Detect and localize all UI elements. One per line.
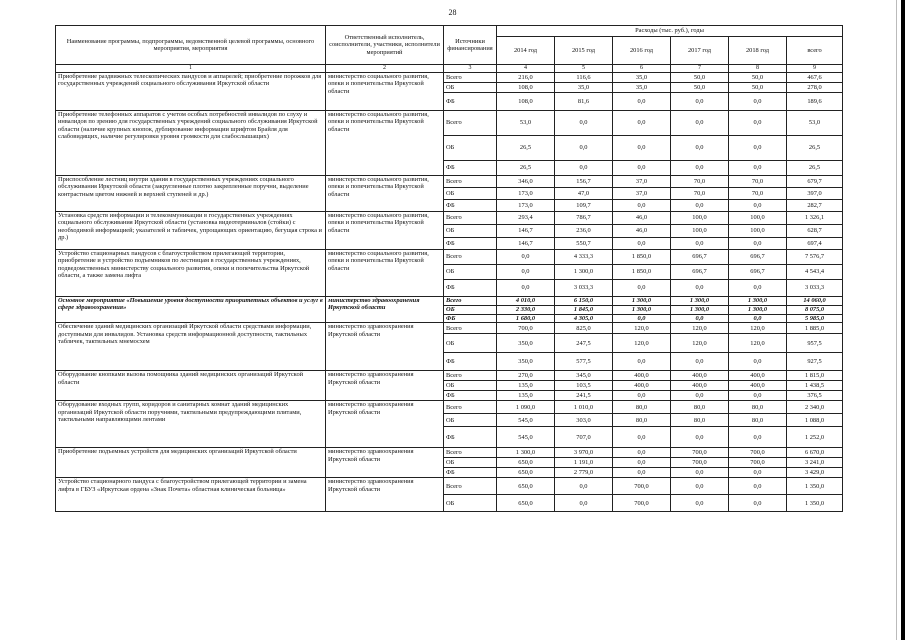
table-row	[56, 371, 843, 381]
expense-value: 81,6	[555, 93, 613, 111]
expense-value: 350,0	[497, 353, 555, 371]
expense-total: 282,7	[787, 200, 843, 212]
expense-value: 70,0	[729, 188, 787, 200]
expense-value: 0,0	[671, 238, 729, 250]
expense-total: 26,5	[787, 161, 843, 176]
table-row	[56, 176, 843, 188]
expense-value: 0,0	[729, 495, 787, 512]
expense-value: 0,0	[497, 265, 555, 280]
expense-value: 1 300,0	[671, 297, 729, 306]
activity-name: Обеспечение зданий медицинских организаций Иркутской области средствами информации, доступными для инвалидов. Установка средств информационной доступности, тактильных табличек, тактильных мнемосхем	[56, 323, 326, 371]
table-row	[56, 212, 843, 225]
expense-value: 0,0	[729, 111, 787, 136]
expense-total: 8 075,0	[787, 306, 843, 315]
expense-value: 0,0	[613, 238, 671, 250]
expense-value: 400,0	[729, 371, 787, 381]
funding-source: ФБ	[444, 391, 497, 401]
expense-value: 696,7	[671, 250, 729, 265]
table-row	[56, 323, 843, 334]
expense-value: 303,0	[555, 414, 613, 427]
expense-value: 345,0	[555, 371, 613, 381]
funding-source: Всего	[444, 401, 497, 414]
expense-value: 1 680,0	[497, 315, 555, 323]
expense-value: 120,0	[613, 323, 671, 334]
expense-value: 6 150,0	[555, 297, 613, 306]
activity-executor: министерство здравоохранения Иркутской области	[326, 371, 444, 401]
expense-total: 5 985,0	[787, 315, 843, 323]
column-index: 6	[613, 65, 671, 73]
expense-total: 957,5	[787, 334, 843, 353]
expense-value: 80,0	[729, 401, 787, 414]
expense-value: 70,0	[729, 176, 787, 188]
activity-name: Устройство стационарных пандусов с благоустройством прилегающей территории, приобретение и устройство подъемников по лестницам в государственных учреждениях, подведомственных министерству социального развития, опеки и попечительства Иркутской области, а также замена лифта	[56, 250, 326, 297]
expense-value: 0,0	[671, 495, 729, 512]
funding-source: ФБ	[444, 427, 497, 448]
activity-executor: министерство здравоохранения Иркутской области	[326, 297, 444, 323]
expense-total: 3 429,0	[787, 468, 843, 478]
expense-total: 3 241,0	[787, 458, 843, 468]
expense-value: 0,0	[555, 478, 613, 495]
expense-value: 0,0	[671, 468, 729, 478]
funding-source: ОБ	[444, 334, 497, 353]
expense-value: 650,0	[497, 478, 555, 495]
funding-source: ОБ	[444, 265, 497, 280]
expense-value: 1 300,0	[671, 306, 729, 315]
expense-total: 278,0	[787, 83, 843, 93]
expense-value: 0,0	[729, 200, 787, 212]
expense-value: 545,0	[497, 427, 555, 448]
expense-value: 120,0	[671, 323, 729, 334]
expense-value: 100,0	[729, 212, 787, 225]
column-index: 7	[671, 65, 729, 73]
funding-source: Всего	[444, 478, 497, 495]
expense-value: 700,0	[613, 495, 671, 512]
expense-value: 0,0	[613, 200, 671, 212]
expense-value: 0,0	[729, 238, 787, 250]
funding-source: Всего	[444, 323, 497, 334]
activity-name: Оборудование входных групп, коридоров и санитарных комнат зданий медицинских организаций Иркутской области поручнями, тактильными предупреждающими плитами, тактильными направляющими лентами	[56, 401, 326, 448]
expense-value: 50,0	[729, 83, 787, 93]
expense-value: 400,0	[729, 381, 787, 391]
expense-value: 80,0	[613, 401, 671, 414]
expense-total: 53,0	[787, 111, 843, 136]
expense-total: 1 088,0	[787, 414, 843, 427]
expense-value: 0,0	[671, 111, 729, 136]
expense-value: 50,0	[671, 83, 729, 93]
expense-value: 37,0	[613, 176, 671, 188]
expense-value: 0,0	[497, 250, 555, 265]
expense-value: 700,0	[497, 323, 555, 334]
activity-executor: министерство здравоохранения Иркутской области	[326, 323, 444, 371]
expense-value: 0,0	[729, 427, 787, 448]
expense-value: 545,0	[497, 414, 555, 427]
expense-value: 26,5	[497, 161, 555, 176]
activity-name: Приобретение раздвижных телескопических пандусов и аппарелей; приобретение порожков для государственных учреждений социального обслуживания Иркутской области	[56, 73, 326, 111]
column-index: 5	[555, 65, 613, 73]
expense-value: 35,0	[613, 73, 671, 83]
expense-value: 700,0	[729, 448, 787, 458]
expense-value: 0,0	[613, 136, 671, 161]
expense-value: 108,0	[497, 83, 555, 93]
activity-executor: министерство социального развития, опеки и попечительства Иркутской области	[326, 250, 444, 297]
expense-value: 0,0	[671, 315, 729, 323]
expense-total: 1 350,0	[787, 478, 843, 495]
expense-value: 0,0	[729, 315, 787, 323]
expense-value: 135,0	[497, 381, 555, 391]
expense-value: 50,0	[729, 73, 787, 83]
expense-value: 400,0	[671, 381, 729, 391]
funding-source: ОБ	[444, 414, 497, 427]
funding-source: ОБ	[444, 381, 497, 391]
expense-value: 236,0	[555, 225, 613, 238]
expense-value: 146,7	[497, 238, 555, 250]
expense-value: 0,0	[729, 391, 787, 401]
expense-total: 697,4	[787, 238, 843, 250]
funding-source: ОБ	[444, 495, 497, 512]
table-body	[56, 73, 843, 512]
funding-source: Всего	[444, 73, 497, 83]
expense-value: 700,0	[671, 458, 729, 468]
expense-value: 35,0	[613, 83, 671, 93]
header-year: 2016 год	[613, 37, 671, 65]
expense-value: 0,0	[613, 448, 671, 458]
expense-value: 700,0	[671, 448, 729, 458]
expense-value: 696,7	[729, 250, 787, 265]
header-year: 2014 год	[497, 37, 555, 65]
expense-value: 0,0	[729, 93, 787, 111]
expense-value: 1 300,0	[613, 297, 671, 306]
header-year: 2017 год	[671, 37, 729, 65]
expense-value: 650,0	[497, 458, 555, 468]
expense-value: 1 300,0	[613, 306, 671, 315]
expense-value: 0,0	[613, 427, 671, 448]
expense-value: 109,7	[555, 200, 613, 212]
expense-total: 628,7	[787, 225, 843, 238]
expense-total: 1 326,1	[787, 212, 843, 225]
expense-value: 46,0	[613, 225, 671, 238]
expense-value: 80,0	[613, 414, 671, 427]
expense-value: 241,5	[555, 391, 613, 401]
table-row	[56, 401, 843, 414]
expense-value: 100,0	[671, 225, 729, 238]
expense-value: 80,0	[729, 414, 787, 427]
expense-value: 0,0	[671, 280, 729, 297]
table-row	[56, 448, 843, 458]
activity-executor: министерство здравоохранения Иркутской области	[326, 401, 444, 448]
expense-value: 0,0	[729, 280, 787, 297]
expense-value: 156,7	[555, 176, 613, 188]
expense-value: 80,0	[671, 414, 729, 427]
expense-value: 120,0	[729, 334, 787, 353]
funding-source: ФБ	[444, 238, 497, 250]
expense-total: 2 340,0	[787, 401, 843, 414]
expense-total: 927,5	[787, 353, 843, 371]
expense-value: 0,0	[671, 200, 729, 212]
expense-value: 400,0	[613, 371, 671, 381]
expense-value: 0,0	[671, 136, 729, 161]
expense-value: 700,0	[613, 478, 671, 495]
funding-source: Всего	[444, 176, 497, 188]
expense-value: 2 779,0	[555, 468, 613, 478]
table-row	[56, 73, 843, 83]
funding-source: ОБ	[444, 83, 497, 93]
expense-value: 0,0	[613, 111, 671, 136]
expense-total: 26,5	[787, 136, 843, 161]
expense-value: 37,0	[613, 188, 671, 200]
expense-value: 135,0	[497, 391, 555, 401]
header-expenses: Расходы (тыс. руб.), годы	[497, 26, 843, 37]
expense-value: 173,0	[497, 188, 555, 200]
expense-value: 0,0	[613, 315, 671, 323]
expense-total: 376,5	[787, 391, 843, 401]
page-number: 28	[448, 8, 457, 17]
expense-value: 103,5	[555, 381, 613, 391]
expense-value: 550,7	[555, 238, 613, 250]
header-row	[56, 26, 843, 37]
expense-value: 707,0	[555, 427, 613, 448]
expense-value: 4 305,0	[555, 315, 613, 323]
scan-edge-line	[896, 0, 897, 640]
table-row	[56, 250, 843, 265]
expense-value: 0,0	[729, 353, 787, 371]
expense-value: 1 300,0	[729, 306, 787, 315]
expense-value: 0,0	[729, 136, 787, 161]
column-index: 3	[444, 65, 497, 73]
expense-value: 47,0	[555, 188, 613, 200]
expense-value: 1 300,0	[729, 297, 787, 306]
expense-value: 3 970,0	[555, 448, 613, 458]
expense-value: 0,0	[671, 391, 729, 401]
column-index-row	[56, 65, 843, 73]
expense-value: 120,0	[613, 334, 671, 353]
expense-value: 293,4	[497, 212, 555, 225]
expense-value: 1 300,0	[497, 448, 555, 458]
activity-name: Установка средств информации и телекоммуникации в государственных учреждениях социального обслуживания Иркутской области (установка видеотерминалов (стойки) с необходимой информацией; указателей и табличек, упрощающих ориентацию, бегущая строка и др.)	[56, 212, 326, 250]
expense-value: 247,5	[555, 334, 613, 353]
expense-value: 0,0	[671, 478, 729, 495]
expense-total: 3 033,3	[787, 280, 843, 297]
expense-value: 0,0	[613, 391, 671, 401]
activity-executor: министерство социального развития, опеки и попечительства Иркутской области	[326, 73, 444, 111]
funding-source: ФБ	[444, 161, 497, 176]
activity-executor: министерство социального развития, опеки и попечительства Иркутской области	[326, 176, 444, 212]
activity-name: Основное мероприятие «Повышение уровня доступности приоритетных объектов и услуг в сфере здравоохранения»	[56, 297, 326, 323]
expense-value: 0,0	[613, 161, 671, 176]
funding-source: ОБ	[444, 225, 497, 238]
funding-source: Всего	[444, 111, 497, 136]
expense-total: 4 543,4	[787, 265, 843, 280]
expense-total: 467,6	[787, 73, 843, 83]
expense-value: 0,0	[555, 111, 613, 136]
header-executor: Ответственный исполнитель, соисполнители, участники, исполнители мероприятий	[326, 26, 444, 65]
expense-value: 350,0	[497, 334, 555, 353]
expense-value: 100,0	[729, 225, 787, 238]
activity-name: Оборудование кнопками вызова помощника зданий медицинских организаций Иркутской области	[56, 371, 326, 401]
expense-value: 1 090,0	[497, 401, 555, 414]
column-index: 2	[326, 65, 444, 73]
header-year: 2015 год	[555, 37, 613, 65]
funding-source: Всего	[444, 371, 497, 381]
expense-value: 2 330,0	[497, 306, 555, 315]
funding-source: ФБ	[444, 468, 497, 478]
expense-value: 120,0	[671, 334, 729, 353]
funding-source: ФБ	[444, 200, 497, 212]
expense-value: 0,0	[729, 161, 787, 176]
activity-name: Приобретение подъемных устройств для медицинских организаций Иркутской области	[56, 448, 326, 478]
expense-value: 120,0	[729, 323, 787, 334]
funding-source: Всего	[444, 448, 497, 458]
expense-value: 146,7	[497, 225, 555, 238]
expense-value: 270,0	[497, 371, 555, 381]
expense-value: 0,0	[729, 468, 787, 478]
header-name: Наименование программы, подпрограммы, ведомственной целевой программы, основного мероприятия, мероприятия	[56, 26, 326, 65]
funding-source: ФБ	[444, 315, 497, 323]
expense-value: 696,7	[671, 265, 729, 280]
expense-value: 1 850,0	[613, 265, 671, 280]
expense-value: 70,0	[671, 176, 729, 188]
header-source: Источники финансирования	[444, 26, 497, 65]
expense-value: 346,0	[497, 176, 555, 188]
expense-total: 7 576,7	[787, 250, 843, 265]
expense-value: 26,5	[497, 136, 555, 161]
expense-total: 397,0	[787, 188, 843, 200]
expense-total: 679,7	[787, 176, 843, 188]
expense-total: 1 252,0	[787, 427, 843, 448]
funding-source: ОБ	[444, 136, 497, 161]
expense-total: 6 670,0	[787, 448, 843, 458]
activity-executor: министерство социального развития, опеки и попечительства Иркутской области	[326, 212, 444, 250]
expense-value: 0,0	[729, 478, 787, 495]
funding-source: ФБ	[444, 93, 497, 111]
expense-value: 0,0	[613, 468, 671, 478]
header-year: 2018 год	[729, 37, 787, 65]
expense-value: 0,0	[613, 280, 671, 297]
expense-value: 100,0	[671, 212, 729, 225]
expense-value: 1 010,0	[555, 401, 613, 414]
expense-total: 14 060,0	[787, 297, 843, 306]
header-year-total: всего	[787, 37, 843, 65]
expense-value: 0,0	[613, 353, 671, 371]
expense-value: 3 033,3	[555, 280, 613, 297]
expense-value: 70,0	[671, 188, 729, 200]
expense-value: 46,0	[613, 212, 671, 225]
expense-value: 0,0	[555, 136, 613, 161]
expense-value: 0,0	[671, 93, 729, 111]
expense-value: 1 300,0	[555, 265, 613, 280]
expense-value: 4 333,3	[555, 250, 613, 265]
table-row	[56, 297, 843, 306]
expense-value: 1 850,0	[613, 250, 671, 265]
expense-value: 700,0	[729, 458, 787, 468]
expense-value: 786,7	[555, 212, 613, 225]
expense-total: 1 350,0	[787, 495, 843, 512]
budget-table	[55, 25, 843, 512]
expense-value: 0,0	[671, 161, 729, 176]
activity-executor: министерство здравоохранения Иркутской области	[326, 478, 444, 512]
funding-source: Всего	[444, 212, 497, 225]
funding-source: ОБ	[444, 306, 497, 315]
expense-value: 53,0	[497, 111, 555, 136]
expense-value: 0,0	[555, 161, 613, 176]
expense-total: 1 815,0	[787, 371, 843, 381]
scan-edge	[901, 0, 905, 640]
column-index: 9	[787, 65, 843, 73]
expense-value: 0,0	[671, 353, 729, 371]
activity-executor: министерство социального развития, опеки и попечительства Иркутской области	[326, 111, 444, 176]
expense-value: 116,6	[555, 73, 613, 83]
funding-source: ФБ	[444, 353, 497, 371]
expense-value: 400,0	[613, 381, 671, 391]
expense-value: 1 191,0	[555, 458, 613, 468]
expense-value: 577,5	[555, 353, 613, 371]
expense-total: 189,6	[787, 93, 843, 111]
expense-value: 4 010,0	[497, 297, 555, 306]
expense-value: 216,0	[497, 73, 555, 83]
expense-value: 825,0	[555, 323, 613, 334]
expense-total: 1 438,5	[787, 381, 843, 391]
table-row	[56, 111, 843, 136]
column-index: 4	[497, 65, 555, 73]
expense-value: 35,0	[555, 83, 613, 93]
activity-executor: министерство здравоохранения Иркутской области	[326, 448, 444, 478]
expense-value: 1 845,0	[555, 306, 613, 315]
funding-source: Всего	[444, 297, 497, 306]
expense-value: 108,0	[497, 93, 555, 111]
expense-value: 0,0	[497, 280, 555, 297]
activity-name: Приспособление лестниц внутри здания в государственных учреждениях социального обслуживания Иркутской области (закругленные плотно закрепленные поручни, выделение контрастным цветом нижней и верхней ступеней и др.)	[56, 176, 326, 212]
expense-total: 1 885,0	[787, 323, 843, 334]
expense-value: 173,0	[497, 200, 555, 212]
funding-source: ОБ	[444, 458, 497, 468]
expense-value: 650,0	[497, 495, 555, 512]
expense-value: 0,0	[613, 458, 671, 468]
expense-value: 0,0	[555, 495, 613, 512]
expense-value: 696,7	[729, 265, 787, 280]
funding-source: Всего	[444, 250, 497, 265]
expense-value: 0,0	[671, 427, 729, 448]
table-row	[56, 478, 843, 495]
column-index: 1	[56, 65, 326, 73]
expense-value: 80,0	[671, 401, 729, 414]
activity-name: Приобретение телефонных аппаратов с учетом особых потребностей инвалидов по слуху и инвалидов по зрению для государственных учреждений социального обслуживания Иркутской области (наличие крупных кнопок, дублирование информации шрифтом Брайля для слабовидящих, наличие регулировки уровня громкости для слабослышащих)	[56, 111, 326, 176]
expense-value: 50,0	[671, 73, 729, 83]
column-index: 8	[729, 65, 787, 73]
expense-value: 400,0	[671, 371, 729, 381]
expense-value: 650,0	[497, 468, 555, 478]
activity-name: Устройство стационарного пандуса с благоустройством прилегающей территории и замена лифта в ГБУЗ «Иркутская ордена «Знак Почета» областная клиническая больница»	[56, 478, 326, 512]
expense-value: 0,0	[613, 93, 671, 111]
funding-source: ОБ	[444, 188, 497, 200]
funding-source: ФБ	[444, 280, 497, 297]
